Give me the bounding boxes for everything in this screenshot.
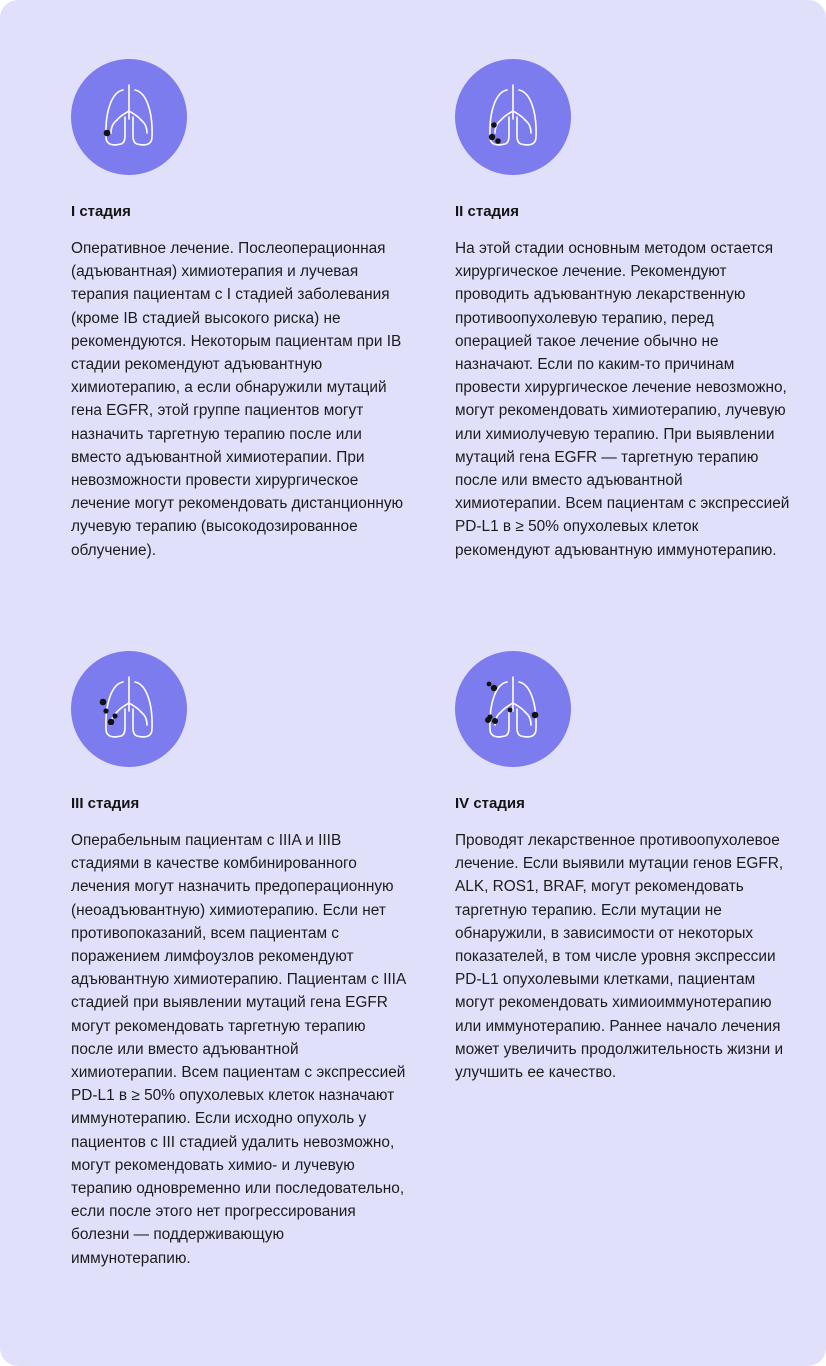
lungs-stage-1-icon (71, 59, 187, 175)
stage-2-block (455, 59, 795, 559)
lungs-stage-3-icon (71, 651, 187, 767)
lungs-stage-4-icon (455, 651, 571, 767)
stage-4-title: IV стадия (455, 795, 525, 812)
stage-3-title: III стадия (71, 795, 140, 812)
stage-4-block (455, 651, 795, 1082)
stage-1-title: I стадия (71, 203, 131, 220)
stage-4-text: Проводят лекарственное противоопухолевое лечение. Если выявили мутации генов EGFR, ALK, ROS1, BRAF, могут рекомендовать таргетную терапию. Если мутации не обнаружили, в зависимости от некоторых показателей, в том числе уровня экспрессии PD-L1 опухолевыми клетками, пациентам могут рекомендовать химиоиммунотерапию или иммунотерапию. Раннее начало лечения может увеличить продолжительность жизни и улучшить ее качество. (455, 832, 784, 1082)
stage-1-block (71, 59, 411, 559)
stage-2-title: II стадия (455, 203, 520, 220)
stage-3-block (71, 651, 411, 1267)
stage-1-text: Оперативное лечение. Послеоперационная (адъювантная) химиотерапия и лучевая терапия пациентам с I стадией заболевания (кроме IB стадией высокого риска) не рекомендуются. Некоторым пациентам при IB стадии рекомендуют адъювантную химиотерапию, а если обнаружили мутаций гена EGFR, этой группе пациентов могут назначить таргетную терапию после или вместо адъювантной химиотерапии. При невозможности провести хирургическое лечение могут рекомендовать дистанционную лучевую терапию (высокодозированное облучение). (71, 240, 404, 559)
lungs-stage-2-icon (455, 59, 571, 175)
stage-3-text: Операбельным пациентам с IIIA и IIIB стадиями в качестве комбинированного лечения могут назначить предоперационную (неоадъювантную) химиотерапию. Если нет противопоказаний, всем пациентам с поражением лимфоузлов рекомендуют адъювантную химиотерапию. Пациентам с IIIA стадией при выявлении мутаций гена EGFR могут рекомендовать таргетную терапию после или вместо адъювантной химиотерапии. Всем пациентам с экспрессией PD-L1 в ≥ 50% опухолевых клеток назначают иммунотерапию. Если исходно опухоль у пациентов с III стадией удалить невозможно, могут рекомендовать химио- и лучевую терапию одновременно или последовательно, если после этого нет прогрессирования болезни — поддерживающую иммунотерапию. (71, 832, 406, 1267)
stage-2-text: На этой стадии основным методом остается хирургическое лечение. Рекомендуют проводить адъювантную лекарственную противоопухолевую терапию, перед операцией такое лечение обычно не назначают. Если по каким-то причинам провести хирургическое лечение невозможно, могут рекомендовать химиотерапию, лучевую или химиолучевую терапию. При выявлении мутаций гена EGFR — таргетную терапию после или вместо адъювантной химиотерапии. Всем пациентам с экспрессией PD-L1 в ≥ 50% опухолевых клеток рекомендуют адъювантную иммунотерапию. (455, 240, 790, 559)
